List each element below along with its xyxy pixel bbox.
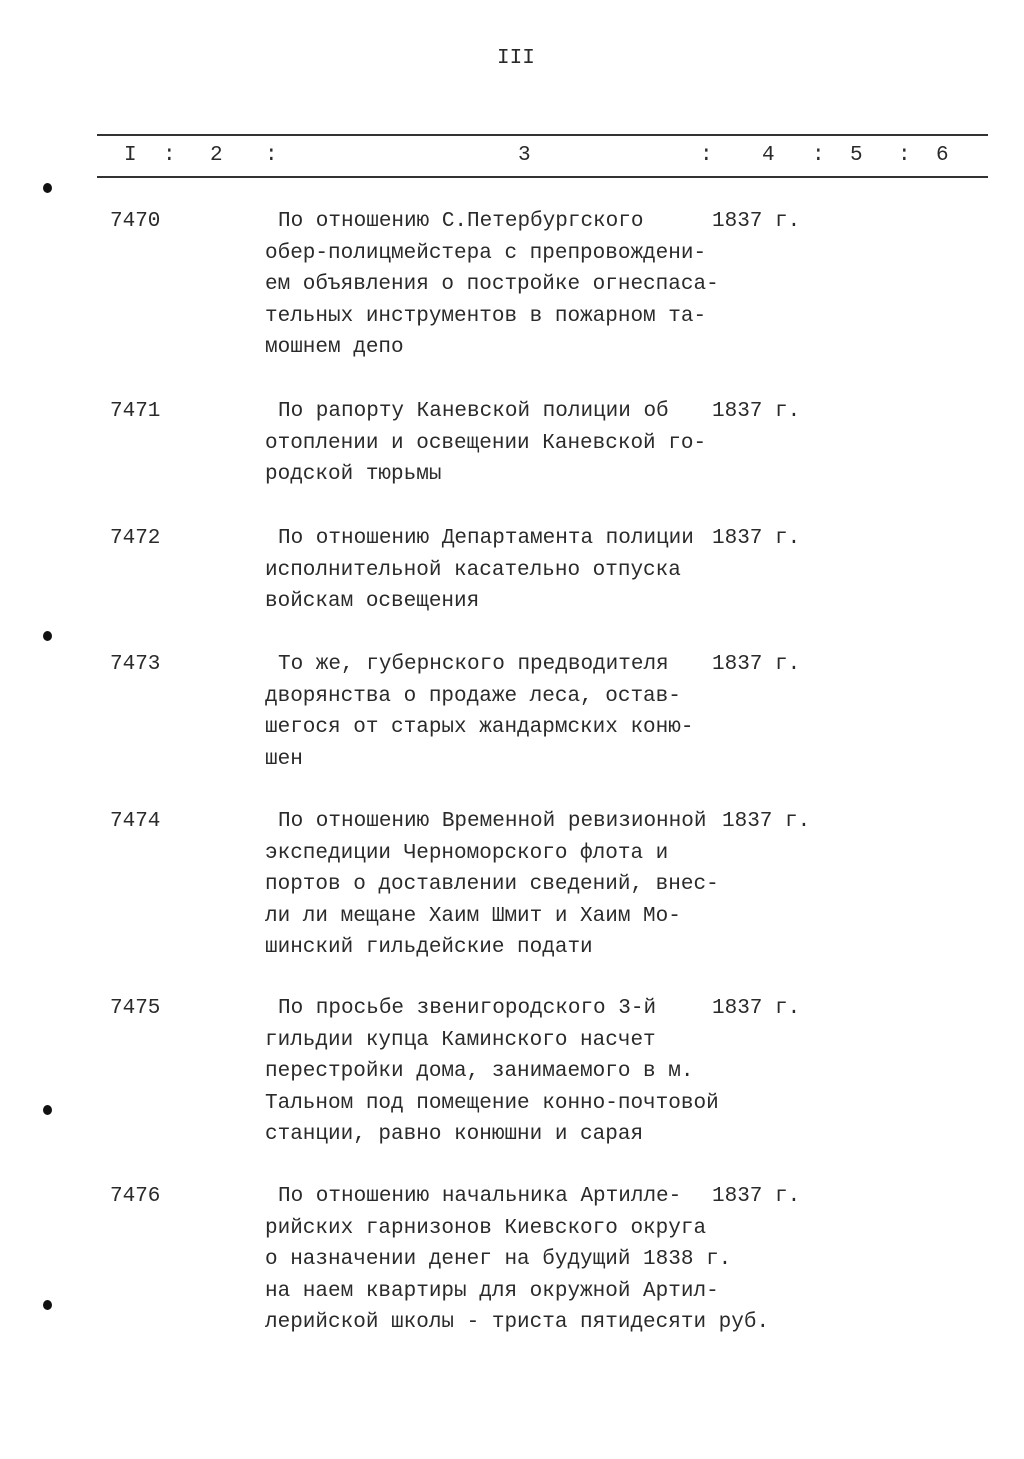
column-separator: : (898, 144, 911, 167)
entry-description-line: По отношению начальника Артилле- (278, 1185, 682, 1208)
entry-description-line: По отношению Временной ревизионной (278, 810, 707, 833)
entry-description-line: тельных инструментов в пожарном та- (265, 304, 707, 328)
entry-description-line: лерийской школы - триста пятидесяти руб. (265, 1311, 770, 1334)
entry-year: 1837 г. (712, 210, 801, 233)
entry-description-line: мошнем депо (265, 336, 404, 359)
entry-year: 1837 г. (712, 653, 801, 676)
entry-number: 7470 (110, 210, 161, 233)
column-separator: : (700, 144, 713, 167)
entry-description-line: рийских гарнизонов Киевского округа (265, 1216, 707, 1240)
entry-description-line: исполнительной касательно отпуска (265, 558, 681, 582)
column-separator: : (265, 144, 278, 167)
entry-number: 7473 (110, 653, 161, 676)
entry-description-line: По отношению Департамента полиции (278, 527, 694, 550)
column-header-4: 4 (762, 144, 775, 167)
entry-description-line: шен (265, 747, 303, 771)
entry-description-line: обер-полицмейстера с препровождени- (265, 241, 707, 265)
page-number: III (497, 47, 535, 70)
entry-description-line: о назначении денег на будущий 1838 г. (265, 1248, 732, 1271)
entry-number: 7474 (110, 810, 161, 833)
punch-hole-mark (43, 631, 52, 641)
header-bottom-rule (97, 176, 988, 178)
entry-number: 7472 (110, 527, 161, 550)
entry-year: 1837 г. (712, 1185, 801, 1208)
entry-year: 1837 г. (722, 810, 811, 833)
entry-description-line: По отношению С.Петербургского (278, 210, 644, 233)
column-header-3: 3 (518, 144, 531, 167)
entry-description-line: ем объявления о постройке огнеспаса- (265, 273, 719, 296)
entry-description-line: По рапорту Каневской полиции об (278, 400, 669, 423)
column-separator: : (163, 144, 176, 167)
entry-number: 7475 (110, 997, 161, 1020)
entry-number: 7471 (110, 400, 161, 423)
entry-description-line: войскам освещения (265, 590, 480, 613)
punch-hole-mark (43, 1300, 52, 1310)
entry-description-line: портов о доставлении сведений, внес- (265, 873, 719, 896)
entry-description-line: станции, равно конюшни и сарая (265, 1123, 644, 1146)
punch-hole-mark (43, 1105, 52, 1115)
column-header-5: 5 (850, 144, 863, 167)
entry-description-line: То же, губернского предводителя (278, 653, 669, 676)
entry-description-line: отоплении и освещении Каневской го- (265, 431, 707, 455)
entry-description-line: ли ли мещане Хаим Шмит и Хаим Мо- (265, 904, 681, 928)
column-header-1: I (124, 144, 137, 167)
punch-hole-mark (43, 183, 52, 193)
entry-description-line: шинский гильдейские подати (265, 936, 593, 959)
entry-description-line: гильдии купца Каминского насчет (265, 1028, 656, 1052)
entry-description-line: родской тюрьмы (265, 463, 442, 486)
column-header-2: 2 (210, 144, 223, 167)
entry-description-line: перестройки дома, занимаемого в м. (265, 1060, 694, 1083)
entry-year: 1837 г. (712, 527, 801, 550)
column-separator: : (812, 144, 825, 167)
entry-description-line: на наем квартиры для окружной Артил- (265, 1279, 719, 1303)
entry-description-line: Тальном под помещение конно-почтовой (265, 1091, 719, 1115)
header-top-rule (97, 134, 988, 136)
entry-description-line: дворянства о продаже леса, остав- (265, 684, 681, 708)
entry-description-line: экспедиции Черноморского флота и (265, 841, 669, 865)
column-header-6: 6 (936, 144, 949, 167)
entry-number: 7476 (110, 1185, 161, 1208)
entry-year: 1837 г. (712, 997, 801, 1020)
entry-description-line: шегося от старых жандармских коню- (265, 716, 694, 739)
entry-description-line: По просьбе звенигородского 3-й (278, 997, 657, 1020)
entry-year: 1837 г. (712, 400, 801, 423)
